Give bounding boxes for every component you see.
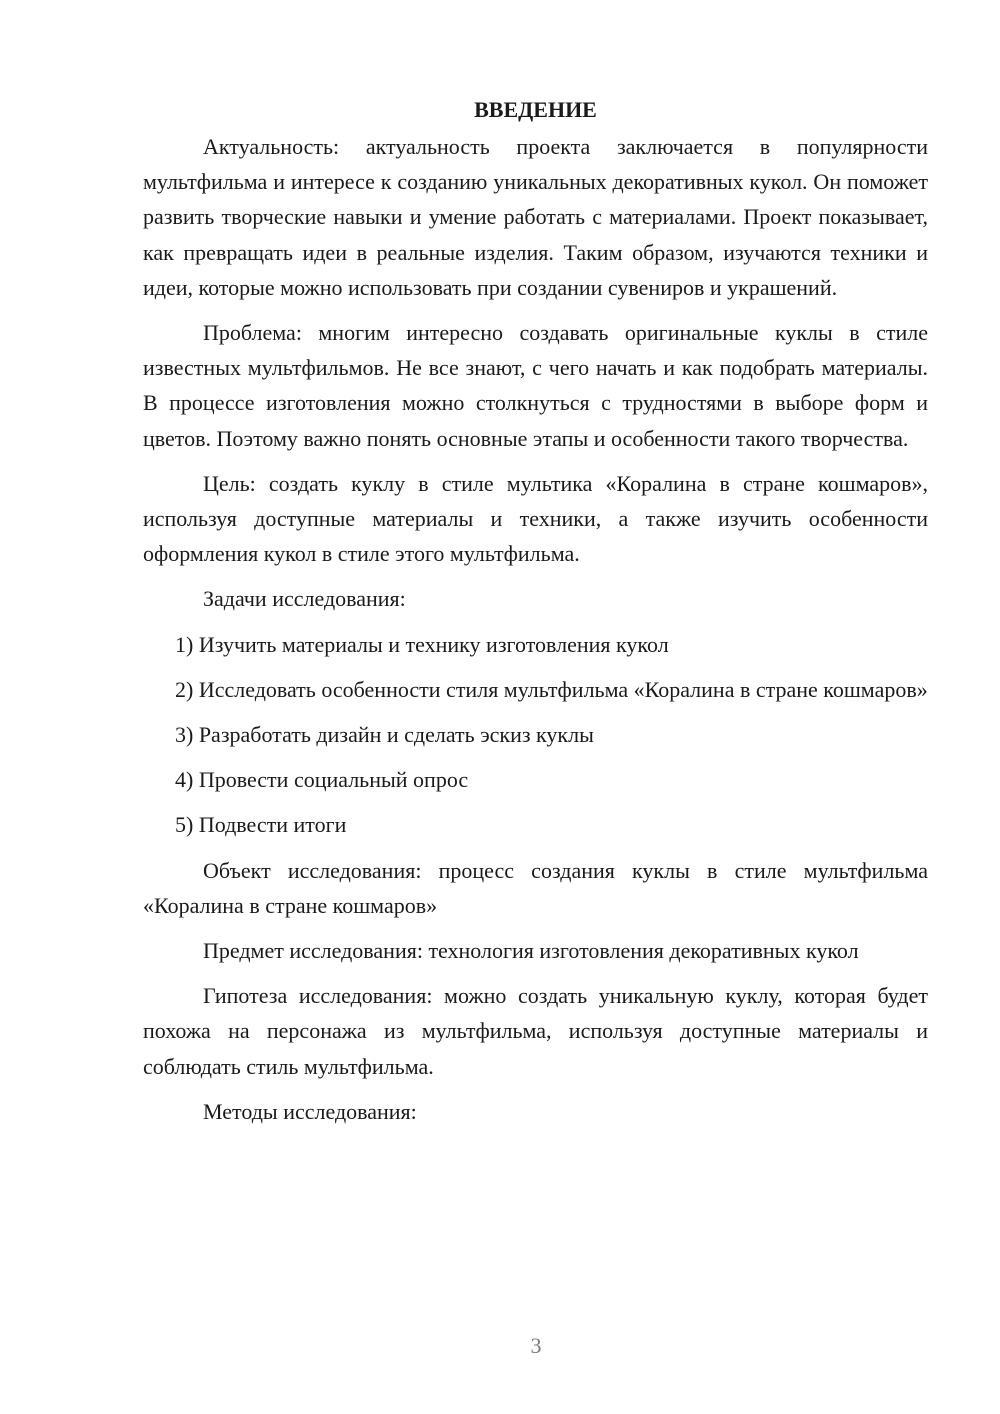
- section-title: ВВЕДЕНИЕ: [474, 97, 597, 122]
- paragraph-problem: Проблема: многим интересно создавать оригинальные куклы в стиле известных мультфильмов. Не все знают, с чего начать и как подобрать материалы. В процессе изготовления можно столкнуться с трудностями в выборе форм и цветов. Поэтому важно понять основные этапы и особенности такого творчества.: [143, 320, 928, 451]
- page-number: 3: [530, 1333, 542, 1358]
- document-page: [143, 92, 928, 1139]
- paragraph-relevance: Актуальность: актуальность проекта заключается в популярности мультфильма и интересе к созданию уникальных декоративных кукол. Он поможет развить творческие навыки и умение работать с материалами. Проект показывает, как превращать идеи в реальные изделия. Таким образом, изучаются техники и идеи, которые можно использовать при создании сувениров и украшений.: [143, 134, 928, 300]
- paragraph-goal: Цель: создать куклу в стиле мультика «Коралина в стране кошмаров», используя доступные материалы и техники, а также изучить особенности оформления кукол в стиле этого мультфильма.: [143, 470, 928, 567]
- paragraph-methods: Методы исследования:: [203, 1098, 417, 1124]
- paragraph-subject: Предмет исследования: технология изготовления декоративных кукол: [203, 938, 859, 964]
- paragraph-hypothesis: Гипотеза исследования: можно создать уникальную куклу, которая будет похожа на персонажа из мультфильма, используя доступные материалы и соблюдать стиль мультфильма.: [143, 983, 928, 1079]
- task-item-3: 3) Разработать дизайн и сделать эскиз куклы: [175, 722, 594, 748]
- paragraph-object: Объект исследования: процесс создания куклы в стиле мультфильма «Коралина в стране кошмаров»: [143, 857, 928, 918]
- task-item-1: 1) Изучить материалы и технику изготовления кукол: [175, 631, 669, 657]
- paragraph-tasks-heading: Задачи исследования:: [203, 586, 406, 612]
- task-item-5: 5) Подвести итоги: [175, 812, 347, 838]
- task-item-4: 4) Провести социальный опрос: [175, 767, 469, 793]
- task-item-2: 2) Исследовать особенности стиля мультфильма «Коралина в стране кошмаров»: [175, 676, 928, 702]
